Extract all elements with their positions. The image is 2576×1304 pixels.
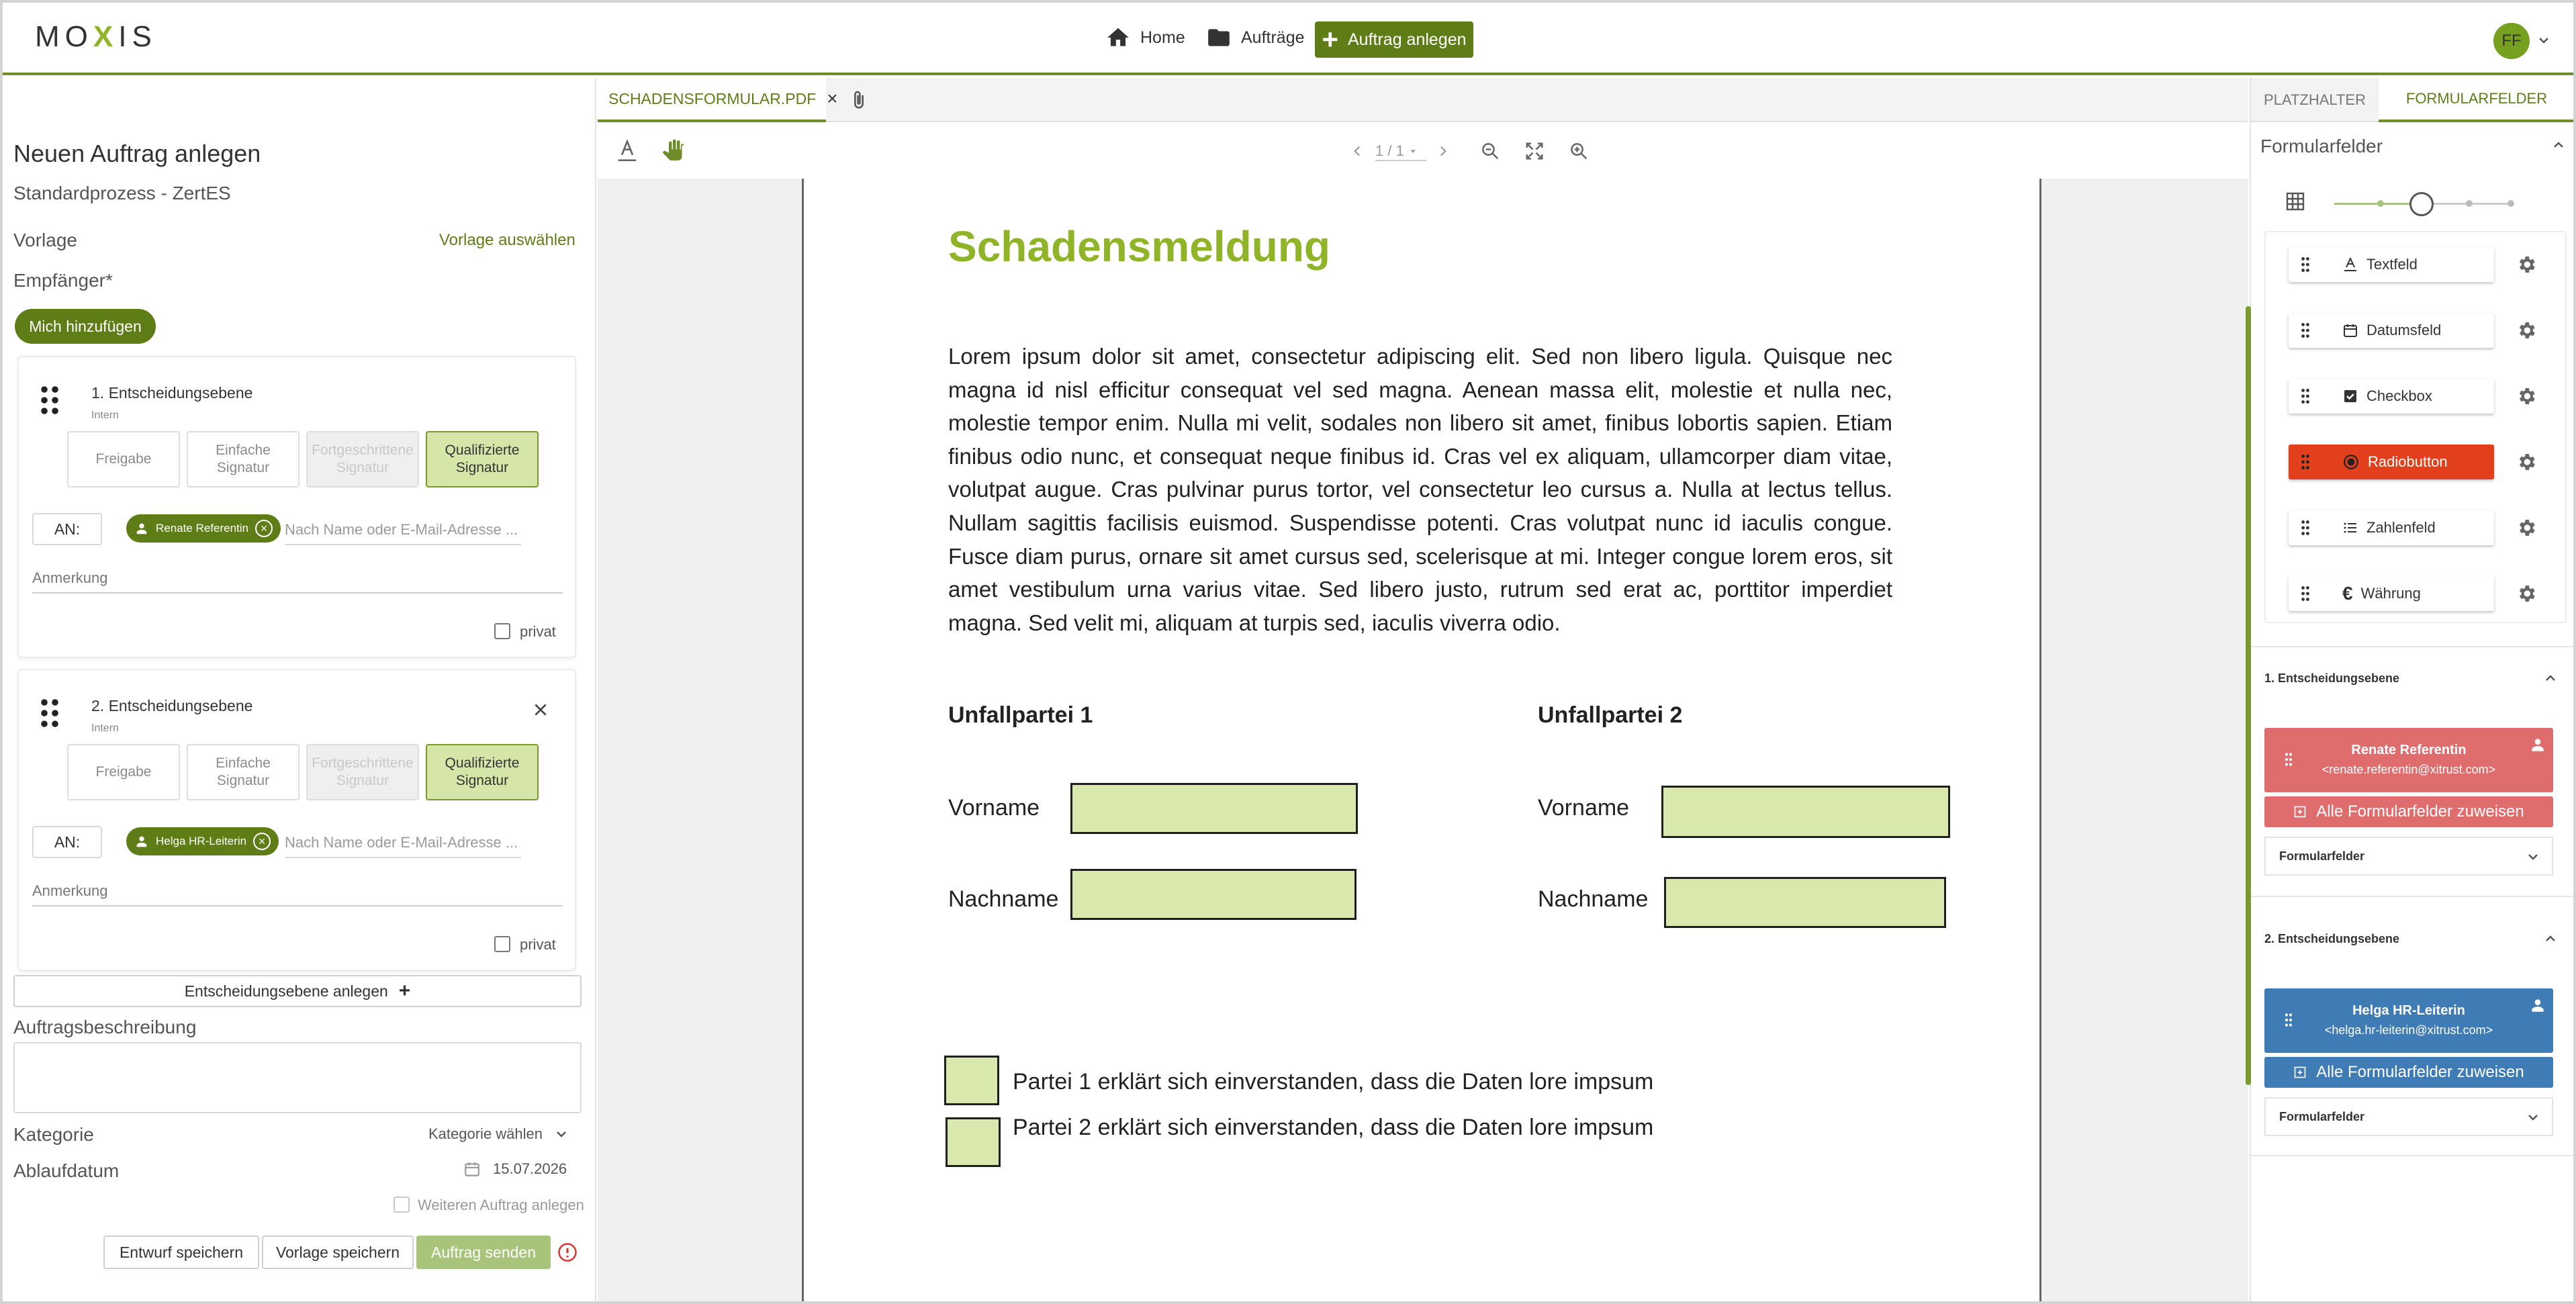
nav-orders-label: Aufträge bbox=[1241, 28, 1305, 47]
drag-handle-icon[interactable] bbox=[2301, 586, 2310, 602]
document-title: Schadensmeldung bbox=[948, 222, 1330, 271]
nav-orders[interactable] bbox=[1206, 20, 1305, 55]
chevron-up-icon[interactable] bbox=[2542, 931, 2559, 947]
viewer-toolbar bbox=[598, 124, 2248, 179]
party-2-lastname-label: Nachname bbox=[1538, 886, 1649, 912]
decision-level-card-2 bbox=[17, 669, 576, 971]
field-item-text[interactable] bbox=[2289, 247, 2494, 282]
drag-handle-icon[interactable] bbox=[39, 698, 60, 728]
right-tab-bar bbox=[2251, 78, 2575, 122]
person-email: <renate.referentin@xitrust.com> bbox=[2321, 763, 2496, 776]
chevron-down-icon bbox=[2525, 1109, 2541, 1125]
consent-1-text: Partei 1 erklärt sich einverstanden, dass die Daten lore impsum bbox=[1013, 1069, 1654, 1095]
save-draft-button[interactable]: Entwurf speichern bbox=[103, 1236, 259, 1269]
signature-option-qualified[interactable]: Qualifizierte Signatur bbox=[426, 744, 539, 800]
chevron-up-icon[interactable] bbox=[2542, 670, 2559, 686]
category-value: Kategorie wählen bbox=[428, 1125, 543, 1142]
party-2-heading: Unfallpartei 2 bbox=[1538, 702, 1683, 728]
zoom-out-icon[interactable] bbox=[1480, 141, 1500, 161]
level-title: 1. Entscheidungsebene bbox=[91, 384, 253, 402]
checkbox-icon bbox=[2342, 388, 2358, 404]
party-1-lastname-label: Nachname bbox=[948, 886, 1059, 912]
recipient-chip[interactable] bbox=[126, 514, 281, 543]
nav-home-label: Home bbox=[1140, 28, 1185, 47]
field-item-label: Radiobutton bbox=[2368, 453, 2448, 470]
divider bbox=[2251, 896, 2575, 897]
process-subtitle: Standardprozess - ZertES bbox=[13, 183, 231, 203]
fit-page-icon[interactable] bbox=[1524, 141, 1545, 161]
chevron-down-icon bbox=[2525, 849, 2541, 865]
document-tab-label: SCHADENSFORMULAR.PDF bbox=[608, 89, 817, 107]
gear-icon[interactable] bbox=[2516, 517, 2537, 539]
logo[interactable]: MOXIS bbox=[35, 20, 157, 53]
note-field[interactable]: Anmerkung bbox=[32, 882, 563, 906]
assign-all-label: Alle Formularfelder zuweisen bbox=[2316, 1063, 2524, 1081]
collapse-label: Formularfelder bbox=[2279, 1109, 2365, 1123]
signature-option-advanced: Fortgeschrittene Signatur bbox=[306, 744, 419, 800]
signature-option-advanced: Fortgeschrittene Signatur bbox=[306, 431, 419, 487]
document-body-text: Lorem ipsum dolor sit amet, consectetur adipiscing elit. Sed non libero ligula. Quisque nec magna id nisl efficitur consequat vel sed magna. Aenean massa elit, molestie et nulla nec, molestie tempor enim. Nulla mi velit, sodales non libero sit amet, finibus lobortis sapien. Etiam finibus odio nunc, et consequat neque finibus id. Cras vel ex aliquam, ullamcorper diam vitae, volutpat augue. Cras pulvinar purus tortor, vel consectetur leo cursus a. Nulla at lectus tellus. Nullam sagittis facilisis euismod. Suspendisse potenti. Cras volutpat nunc id iaculis congue. Fusce diam purus, ornare sit amet cursus sed, scelerisque at mi. Integer congue lorem eros, sit amet vestibulum urna varius vitae. Sed libero justo, rutrum sed erat ac, porttitor imperdiet magna. Sed velit mi, aliquam at turpis sed, iaculis viverra odio. bbox=[948, 344, 1892, 635]
consent-2-checkbox-field[interactable] bbox=[946, 1117, 1001, 1167]
calendar-icon bbox=[2342, 322, 2358, 338]
category-label: Kategorie bbox=[13, 1124, 94, 1145]
zoom-in-icon[interactable] bbox=[1569, 141, 1589, 161]
level-2-person-card[interactable] bbox=[2264, 988, 2553, 1053]
party-1-firstname-label: Vorname bbox=[948, 795, 1040, 821]
assign-icon bbox=[2293, 1066, 2307, 1079]
expiry-label: Ablaufdatum bbox=[13, 1160, 120, 1181]
field-item-currency[interactable] bbox=[2289, 576, 2494, 611]
party-2-firstname-field[interactable] bbox=[1661, 786, 1950, 838]
right-panel bbox=[2250, 78, 2573, 1301]
close-tab-icon[interactable]: × bbox=[827, 88, 838, 109]
plus-icon: + bbox=[1322, 24, 1338, 55]
level-title: 2. Entscheidungsebene bbox=[91, 697, 253, 714]
numbered-list-icon bbox=[2342, 520, 2358, 536]
recipient-search-input[interactable]: Nach Name oder E-Mail-Adresse ... bbox=[285, 521, 521, 545]
nav-home[interactable] bbox=[1105, 20, 1185, 55]
another-order-label: Weiteren Auftrag anlegen bbox=[418, 1197, 584, 1213]
chevron-down-icon bbox=[553, 1126, 569, 1142]
template-label: Vorlage bbox=[13, 230, 77, 250]
add-me-button[interactable]: Mich hinzufügen bbox=[15, 309, 156, 344]
gear-icon[interactable] bbox=[2516, 583, 2537, 604]
slider-tick bbox=[2466, 200, 2473, 207]
text-tool-icon[interactable] bbox=[616, 138, 638, 162]
left-panel bbox=[0, 78, 596, 1301]
level-1-person-card[interactable] bbox=[2264, 728, 2553, 792]
assign-all-label: Alle Formularfelder zuweisen bbox=[2316, 802, 2524, 821]
form-fields-title: Formularfelder bbox=[2260, 136, 2383, 156]
next-page-icon[interactable] bbox=[1434, 142, 1452, 160]
page-indicator: 1 / 1 bbox=[1375, 142, 1404, 159]
form-field-palette bbox=[2264, 231, 2567, 623]
drag-handle-icon[interactable] bbox=[2301, 322, 2310, 338]
chevron-down-icon[interactable] bbox=[2536, 32, 2552, 48]
remove-chip-icon[interactable]: × bbox=[253, 833, 271, 850]
another-order-checkbox[interactable] bbox=[394, 1197, 410, 1213]
signature-option-qualified[interactable]: Qualifizierte Signatur bbox=[426, 431, 539, 487]
drag-handle-icon[interactable] bbox=[2301, 388, 2310, 404]
field-item-checkbox[interactable] bbox=[2289, 379, 2494, 414]
private-checkbox[interactable] bbox=[494, 623, 510, 639]
decision-level-card-1 bbox=[17, 356, 576, 658]
field-item-label: Währung bbox=[2360, 585, 2421, 602]
folder-icon bbox=[1206, 25, 1232, 50]
slider-handle[interactable] bbox=[2409, 192, 2434, 216]
person-name: Renate Referentin bbox=[2351, 743, 2467, 757]
calendar-icon[interactable] bbox=[463, 1160, 481, 1178]
expiry-date-value[interactable]: 15.07.2026 bbox=[493, 1160, 567, 1177]
select-template-link[interactable]: Vorlage auswählen bbox=[439, 231, 576, 249]
radio-button-icon bbox=[2342, 453, 2360, 471]
party-1-lastname-field[interactable] bbox=[1070, 869, 1356, 920]
slider-tick bbox=[2508, 200, 2514, 207]
signature-option-release[interactable]: Freigabe bbox=[67, 431, 180, 487]
scroll-indicator[interactable] bbox=[2246, 306, 2251, 1085]
party-1-heading: Unfallpartei 1 bbox=[948, 702, 1093, 728]
page-select[interactable] bbox=[1375, 142, 1426, 161]
signature-option-simple[interactable]: Einfache Signatur bbox=[187, 744, 300, 800]
document-tab[interactable] bbox=[598, 78, 838, 122]
tab-form-fields[interactable]: FORMULARFELDER bbox=[2379, 78, 2575, 122]
field-item-number[interactable] bbox=[2289, 510, 2494, 545]
person-name: Helga HR-Leiterin bbox=[2352, 1003, 2465, 1018]
person-icon bbox=[2529, 736, 2546, 753]
save-template-button[interactable]: Vorlage speichern bbox=[262, 1236, 414, 1269]
field-item-label: Textfeld bbox=[2366, 256, 2418, 273]
drag-handle-icon[interactable] bbox=[39, 385, 60, 415]
recipient-search-input[interactable]: Nach Name oder E-Mail-Adresse ... bbox=[285, 834, 521, 858]
collapse-label: Formularfelder bbox=[2279, 849, 2365, 863]
tab-placeholder[interactable]: PLATZHALTER bbox=[2264, 91, 2366, 108]
category-select[interactable] bbox=[428, 1125, 569, 1143]
drag-handle-icon[interactable] bbox=[2301, 257, 2310, 273]
level-2-form-fields-collapse[interactable] bbox=[2264, 1097, 2553, 1136]
recipients-label: Empfänger* bbox=[13, 270, 113, 291]
page-title: Neuen Auftrag anlegen bbox=[13, 140, 261, 167]
gear-icon[interactable] bbox=[2516, 451, 2537, 473]
level-2-assign-all-button[interactable] bbox=[2264, 1057, 2553, 1088]
add-decision-level-button[interactable] bbox=[13, 975, 582, 1007]
party-2-firstname-label: Vorname bbox=[1538, 795, 1630, 821]
divider bbox=[2251, 1155, 2575, 1156]
consent-1-checkbox-field[interactable] bbox=[944, 1056, 999, 1105]
info-icon[interactable] bbox=[557, 1242, 578, 1262]
text-field-icon bbox=[2342, 257, 2358, 273]
gear-icon[interactable] bbox=[2516, 385, 2537, 407]
add-level-label: Entscheidungsebene anlegen bbox=[184, 982, 388, 1000]
party-2-lastname-field[interactable] bbox=[1664, 877, 1946, 928]
private-checkbox[interactable] bbox=[494, 936, 510, 952]
euro-icon: € bbox=[2342, 583, 2353, 604]
level-1-form-fields-collapse[interactable] bbox=[2264, 837, 2553, 876]
gear-icon[interactable] bbox=[2516, 320, 2537, 341]
drag-handle-icon[interactable] bbox=[2301, 454, 2310, 470]
slider-tick bbox=[2377, 200, 2384, 207]
close-icon[interactable] bbox=[532, 701, 549, 718]
signature-option-simple[interactable]: Einfache Signatur bbox=[187, 431, 300, 487]
field-item-radiobutton[interactable] bbox=[2289, 445, 2494, 479]
new-order-button[interactable] bbox=[1315, 21, 1473, 58]
level-1-assign-all-button[interactable] bbox=[2264, 796, 2553, 827]
document-tab-bar bbox=[598, 78, 2248, 122]
home-icon bbox=[1105, 25, 1131, 50]
signature-option-release[interactable]: Freigabe bbox=[67, 744, 180, 800]
remove-chip-icon[interactable]: × bbox=[255, 520, 273, 537]
assign-icon bbox=[2293, 805, 2307, 819]
recipient-chip[interactable] bbox=[126, 827, 279, 855]
level-subtitle: Intern bbox=[91, 723, 119, 734]
recipient-type-select[interactable]: AN: bbox=[32, 826, 102, 858]
consent-2-text: Partei 2 erklärt sich einverstanden, dass die Daten lore impsum bbox=[1013, 1115, 1654, 1140]
attachment-icon[interactable] bbox=[847, 89, 870, 111]
new-order-label: Auftrag anlegen bbox=[1348, 30, 1467, 49]
drag-handle-icon[interactable] bbox=[2301, 520, 2310, 536]
person-email: <helga.hr-leiterin@xitrust.com> bbox=[2324, 1023, 2493, 1037]
recipient-chip-label: Helga HR-Leiterin bbox=[156, 835, 247, 847]
person-icon bbox=[2529, 996, 2546, 1014]
field-item-label: Zahlenfeld bbox=[2366, 519, 2436, 536]
private-label: privat bbox=[520, 936, 556, 953]
divider bbox=[2251, 646, 2575, 647]
description-label: Auftragsbeschreibung bbox=[13, 1017, 197, 1037]
recipient-type-select[interactable]: AN: bbox=[32, 513, 102, 545]
plus-icon: + bbox=[398, 980, 411, 1002]
description-textarea[interactable] bbox=[13, 1042, 582, 1113]
hand-tool-icon[interactable] bbox=[661, 137, 685, 164]
party-1-firstname-field[interactable] bbox=[1070, 783, 1358, 834]
field-item-label: Datumsfeld bbox=[2366, 322, 2442, 338]
person-icon bbox=[134, 521, 149, 536]
level-subtitle: Intern bbox=[91, 410, 119, 421]
private-label: privat bbox=[520, 623, 556, 640]
level-2-heading: 2. Entscheidungsebene bbox=[2264, 932, 2400, 945]
level-1-heading: 1. Entscheidungsebene bbox=[2264, 671, 2400, 685]
gear-icon[interactable] bbox=[2516, 254, 2537, 275]
recipient-chip-label: Renate Referentin bbox=[156, 522, 248, 534]
note-field[interactable]: Anmerkung bbox=[32, 569, 563, 594]
field-item-label: Checkbox bbox=[2366, 387, 2432, 404]
grid-icon[interactable] bbox=[2285, 191, 2306, 212]
grid-size-slider-fill bbox=[2334, 203, 2418, 205]
top-bar bbox=[0, 0, 2576, 75]
avatar[interactable]: FF bbox=[2493, 23, 2530, 59]
send-order-button[interactable]: Auftrag senden bbox=[416, 1236, 551, 1269]
previous-page-icon[interactable] bbox=[1348, 142, 1366, 160]
person-icon bbox=[134, 834, 149, 849]
caret-down-icon bbox=[1408, 146, 1418, 156]
field-item-date[interactable] bbox=[2289, 313, 2494, 348]
chevron-up-icon[interactable] bbox=[2550, 137, 2567, 153]
